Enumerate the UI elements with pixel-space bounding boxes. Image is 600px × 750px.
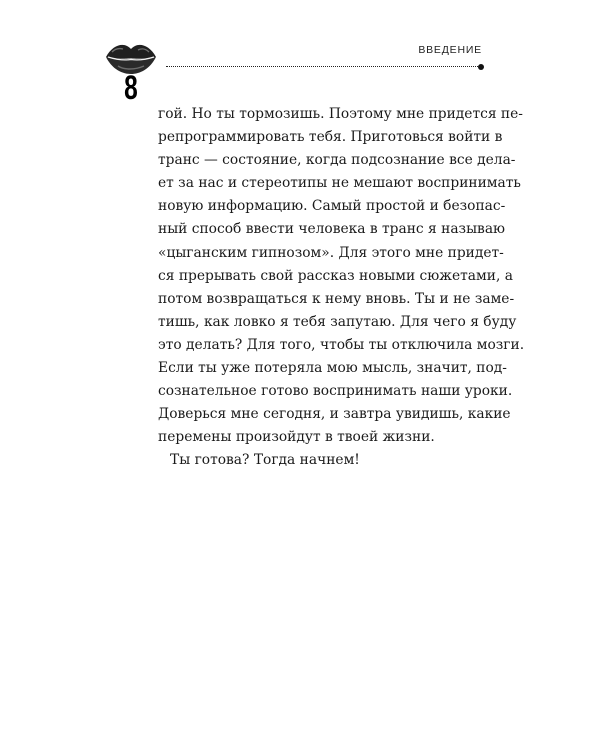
text-line: гой. Но ты тормозишь. Поэтому мне придется пе- <box>158 106 523 122</box>
running-head: ВВЕДЕНИЕ <box>418 44 482 56</box>
text-line: транс — состояние, когда подсознание все дела- <box>158 152 516 169</box>
header-rule-end-dot <box>478 64 484 70</box>
header-dotted-rule <box>166 66 480 67</box>
text-line: это делать? Для того, чтобы ты отключила мозги. <box>158 336 525 353</box>
text-line: Если ты уже потеряла мою мысль, значит, под- <box>158 360 507 377</box>
body-text <box>158 103 525 473</box>
text-line: тишь, как ловко я тебя запутаю. Для чего я буду <box>158 313 517 330</box>
paragraph-end-line: перемены произойдут в твоей жизни. <box>158 429 435 446</box>
text-line: новую информацию. Самый простой и безопас- <box>158 198 506 215</box>
text-line: «цыганским гипнозом». Для этого мне придет- <box>158 244 504 261</box>
text-line: сознательное готово воспринимать наши уроки. <box>158 383 513 400</box>
text-line: потом возвращаться к нему вновь. Ты и не заме- <box>158 290 515 307</box>
text-line: Доверься мне сегодня, и завтра увидишь, какие <box>158 406 511 423</box>
page-number: 8 <box>124 69 138 107</box>
paragraph-line: Ты готова? Тогда начнем! <box>170 452 360 469</box>
text-line: ся прерывать свой рассказ новыми сюжетами, а <box>158 267 513 284</box>
text-line: репрограммировать тебя. Приготовься войти в <box>158 129 503 146</box>
text-line: ный способ ввести человека в транс я называю <box>158 221 506 238</box>
text-line: ет за нас и стереотипы не мешают воспринимать <box>158 175 521 192</box>
